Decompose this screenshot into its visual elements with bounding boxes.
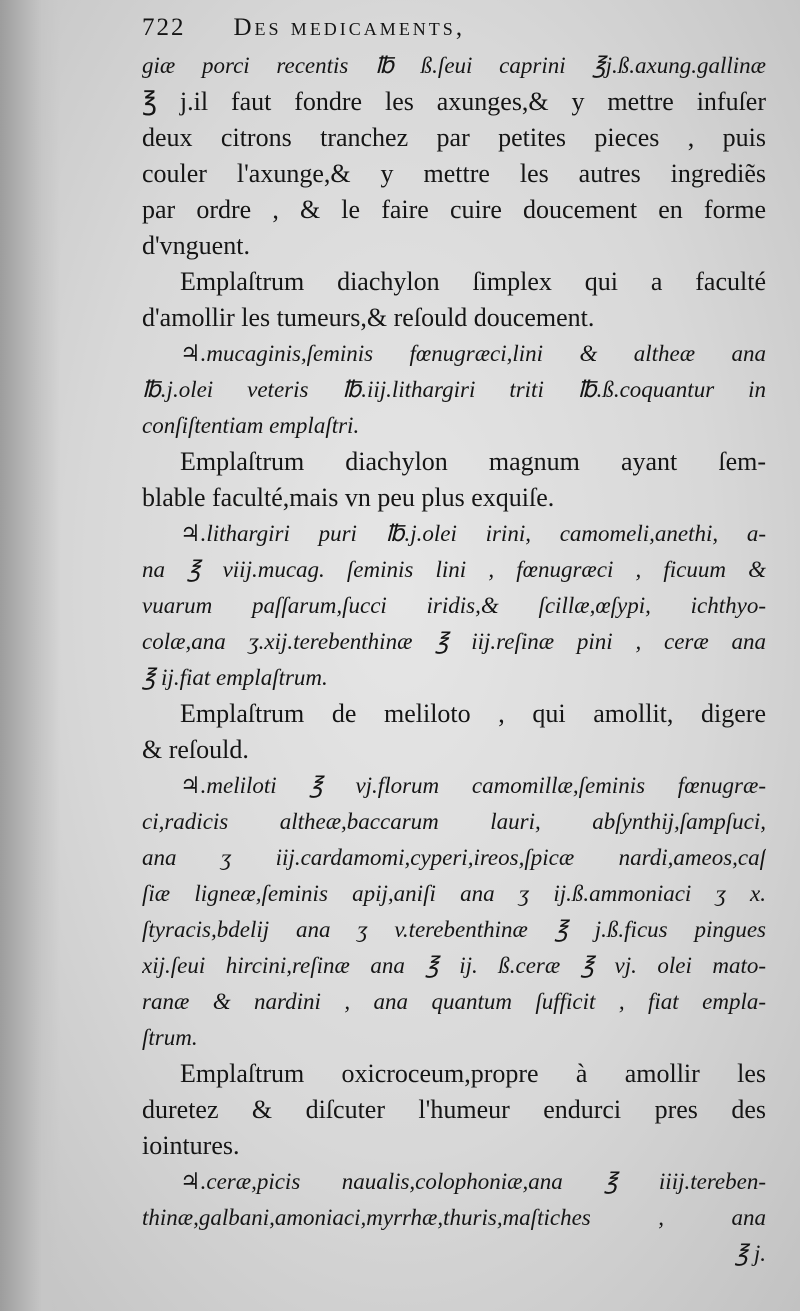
page-gutter-shadow	[0, 0, 60, 1311]
text-line: par ordre , & le faire cuire doucement en forme	[142, 195, 766, 224]
text-line: ſiæ ligneæ,ſeminis apij,aniſi ana ʒ ij.ß.ammoniaci ʒ x.	[142, 881, 766, 906]
text-line: ℥ ij.fiat emplaſtrum.	[142, 665, 328, 690]
text-line: colæ,ana ʒ.xij.terebenthinæ ℥ iij.reſinæ pini , ceræ ana	[142, 629, 766, 654]
text-line: duretez & diſcuter l'humeur endurci pres des	[142, 1095, 766, 1124]
text-line: ranæ & nardini , ana quantum ſufficit , fiat empla-	[142, 989, 766, 1014]
text-line: couler l'axunge,& y mettre les autres ingrediẽs	[142, 159, 766, 188]
text-line: ♃.lithargiri puri ℔.j.olei irini, camomeli,anethi, a-	[180, 521, 766, 546]
text-line: ♃.mucaginis,ſeminis fœnugræci,lini & altheæ ana	[180, 341, 766, 366]
text-line: ℥ j.il faut fondre les axunges,& y mettre infuſer	[142, 87, 766, 116]
text-line: na ℥ viij.mucag. ſeminis lini , fœnugræci , ficuum &	[142, 557, 766, 582]
text-line: ♃.meliloti ℥ vj.florum camomillæ,ſeminis fœnugræ-	[180, 773, 766, 798]
text-line: d'amollir les tumeurs,& reſould doucement.	[142, 303, 595, 332]
page-number: 722	[142, 14, 186, 41]
text-line: vuarum paſſarum,ſucci iridis,& ſcillæ,œſypi, ichthyo-	[142, 593, 766, 618]
text-line: ana ʒ iij.cardamomi,cyperi,ireos,ſpicæ nardi,ameos,caſ	[142, 845, 766, 870]
text-line: ℔.j.olei veteris ℔.iij.lithargiri triti ℔.ß.coquantur in	[142, 377, 766, 402]
text-line: Emplaſtrum oxicroceum,propre à amollir les	[180, 1059, 766, 1088]
text-line: ſtyracis,bdelij ana ʒ v.terebenthinæ ℥ j.ß.ficus pingues	[142, 917, 766, 942]
text-line: iointures.	[142, 1131, 240, 1160]
text-line: conſiſtentiam emplaſtri.	[142, 413, 360, 438]
text-line: Emplaſtrum diachylon magnum ayant ſem-	[180, 447, 766, 476]
text-line: xij.ſeui hircini,reſinæ ana ℥ ij. ß.ceræ ℥ vj. olei mato-	[142, 953, 766, 978]
page-header	[142, 14, 766, 44]
text-line: blable faculté,mais vn peu plus exquiſe.	[142, 483, 555, 512]
text-line: & reſould.	[142, 735, 249, 764]
text-line: ci,radicis altheæ,baccarum lauri, abſynthij,ſampſuci,	[142, 809, 766, 834]
text-line: Emplaſtrum diachylon ſimplex qui a faculté	[180, 267, 766, 296]
text-line: deux citrons tranchez par petites pieces , puis	[142, 123, 766, 152]
text-line: thinæ,galbani,amoniaci,myrrhæ,thuris,maſtiches , ana	[142, 1205, 766, 1230]
text-line: ♃.ceræ,picis naualis,colophoniæ,ana ℥ iiij.tereben-	[180, 1169, 766, 1194]
text-line: ℥ j.	[734, 1241, 766, 1266]
running-title: Des medicaments,	[233, 14, 466, 41]
text-line: d'vnguent.	[142, 231, 250, 260]
text-line: giæ porci recentis ℔ ß.ſeui caprini ℥j.ß.axung.gallinæ	[142, 53, 766, 78]
body-text	[142, 48, 766, 1272]
text-line: ſtrum.	[142, 1025, 198, 1050]
text-line: Emplaſtrum de meliloto , qui amollit, digere	[180, 699, 766, 728]
